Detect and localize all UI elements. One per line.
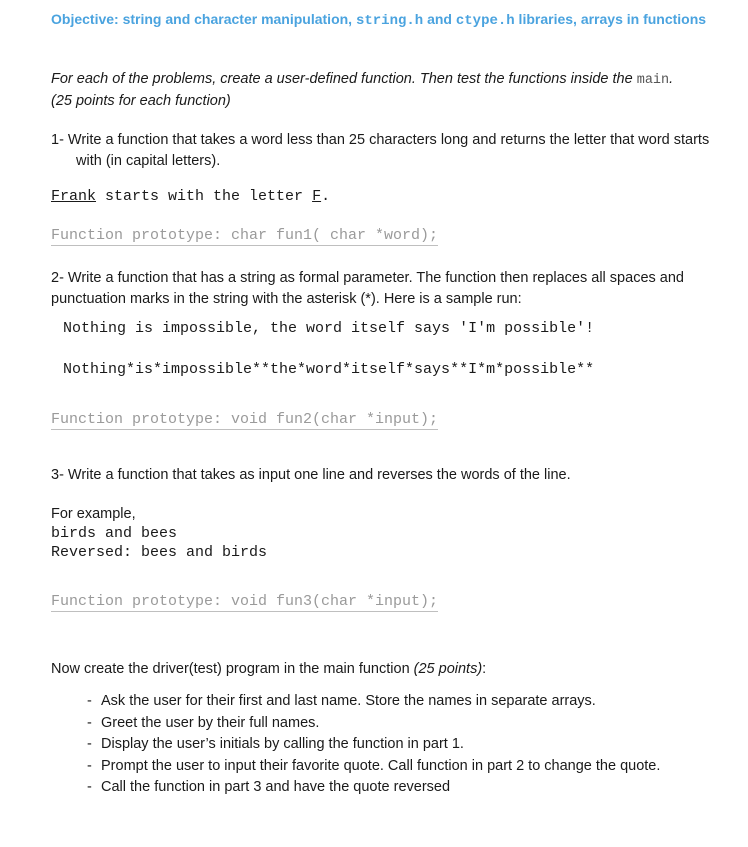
list-item-text: Call the function in part 3 and have the quote reversed [101, 779, 451, 795]
objective-code-string-h: string.h [355, 13, 424, 29]
objective-mid: and [423, 11, 456, 27]
intro-code-main: main [636, 73, 670, 88]
problem-3-prototype: Function prototype: void fun3(char *input); [51, 593, 439, 610]
example-letter: F [312, 188, 322, 205]
objective-heading [51, 9, 736, 32]
intro-end: . [669, 71, 674, 87]
objective-code-ctype-h: ctype.h [455, 13, 515, 29]
driver-intro-points: (25 points) [413, 661, 483, 677]
objective-prefix: Objective: string and character manipulation, [51, 11, 356, 27]
list-item-text: Prompt the user to input their favorite quote. Call function in part 2 to change the quote. [101, 757, 661, 774]
problem-2-text: 2- Write a function that has a string as formal parameter. The function then replaces all spaces and punctuation marks in the string with the asterisk (*). Here is a sample run: [51, 270, 684, 307]
list-item-text: Display the user’s initials by calling the function in part 1. [101, 736, 464, 752]
driver-intro [51, 659, 486, 680]
problem-1-example [51, 188, 330, 205]
problem-1-prototype: Function prototype: char fun1( char *word); [51, 227, 439, 244]
list-item [51, 713, 660, 735]
problem-2-sample-output: Nothing*is*impossible**the*word*itself*says**I*m*possible** [63, 361, 595, 378]
driver-intro-text: Now create the driver(test) program in the main function [51, 661, 414, 677]
bullet-dash: - [87, 757, 92, 774]
example-end: . [321, 188, 331, 205]
example-output: Reversed: bees and birds [51, 544, 268, 561]
list-item [51, 777, 660, 799]
list-item-text: Ask the user for their first and last name. Store the names in separate arrays. [101, 693, 596, 709]
bullet-dash: - [87, 736, 92, 752]
example-mid: starts with the letter [96, 188, 313, 205]
problem-2-sample-input: Nothing is impossible, the word itself says 'I'm possible'! [63, 320, 595, 337]
example-label: For example, [51, 506, 136, 522]
objective-suffix: libraries, arrays in functions [514, 11, 707, 27]
list-item-text: Greet the user by their full names. [101, 714, 320, 731]
list-item [51, 756, 660, 778]
bullet-dash: - [87, 714, 92, 731]
intro-text: For each of the problems, create a user-defined function. Then test the functions inside the [51, 71, 637, 87]
example-word: Frank [51, 188, 97, 205]
problem-3-example [51, 505, 267, 562]
problem-1-text: 1- Write a function that takes a word less than 25 characters long and returns the letter that word starts with (in capital letters). [51, 132, 710, 169]
list-item [51, 691, 660, 713]
problem-2-prototype: Function prototype: void fun2(char *input); [51, 411, 439, 428]
bullet-dash: - [87, 779, 92, 795]
bullet-dash: - [87, 693, 92, 709]
problem-3-text: 3- Write a function that takes as input one line and reverses the words of the line. [51, 467, 571, 483]
instructions-intro [51, 69, 721, 112]
list-item [51, 734, 660, 756]
intro-points: (25 points for each function) [51, 93, 231, 109]
driver-intro-end: : [482, 661, 487, 677]
example-input: birds and bees [51, 525, 178, 542]
driver-requirements-list [51, 691, 660, 799]
